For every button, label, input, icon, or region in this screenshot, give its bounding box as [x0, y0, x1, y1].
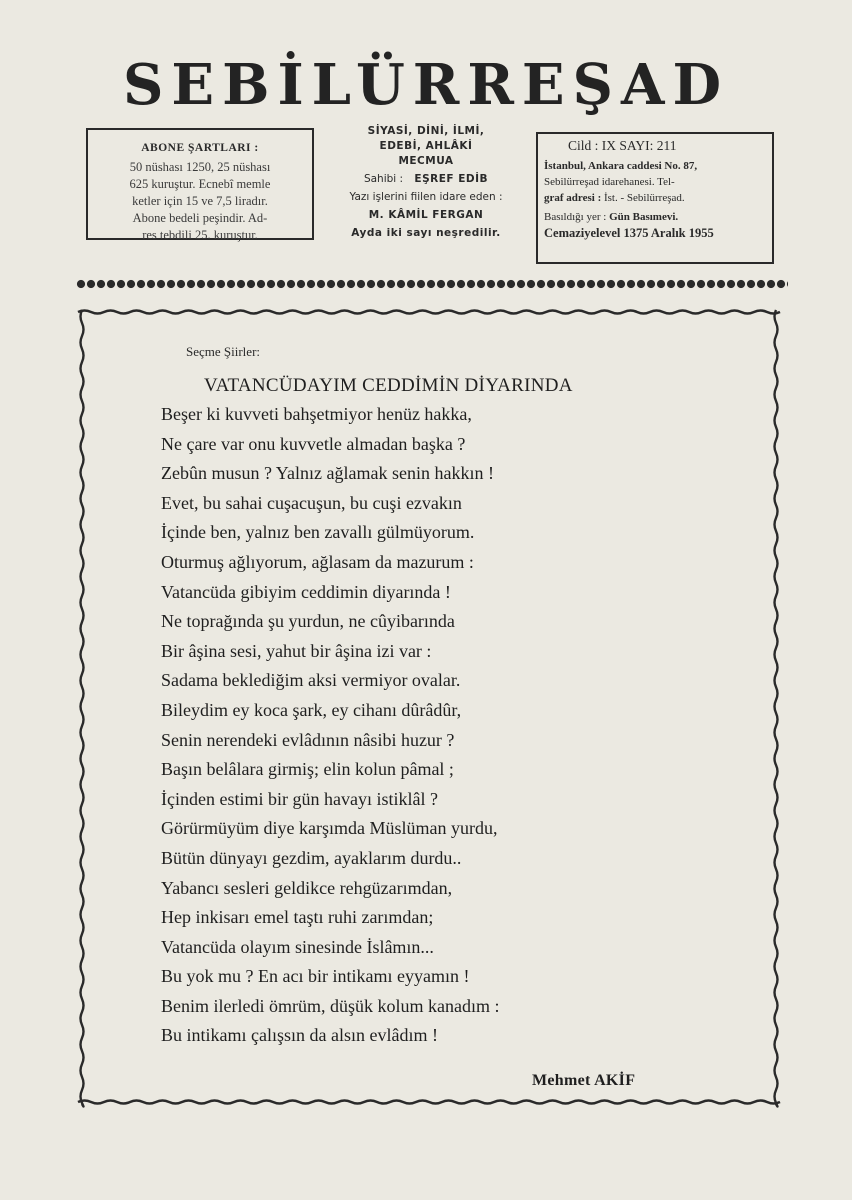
poem-line: Benim ilerledi ömrüm, düşük kolum kanadım :: [161, 995, 500, 1016]
poem-line: Oturmuş ağlıyorum, ağlasam da mazurum :: [161, 551, 474, 572]
magazine-type-line: EDEBİ, AHLÂKİ: [379, 140, 473, 152]
printer-line: [544, 209, 766, 225]
poem-line: Bu yok mu ? En acı bir intikamı eyyamın !: [161, 966, 470, 987]
owner-label: Sahibi :: [363, 173, 404, 185]
section-label: Seçme Şiirler:: [186, 344, 261, 359]
printer-label: Basıldığı yer :: [544, 211, 607, 223]
magazine-type-line: SİYASİ, DİNİ, İLMİ,: [367, 125, 485, 137]
printer-value: Gün Basımevi.: [609, 211, 679, 223]
telegraph-value: İst. - Sebilürreşad.: [603, 192, 685, 204]
telegraph-line: [544, 190, 766, 206]
poem-line: Bileydim ey koca şark, ey cihanı dûrâdûr,: [161, 699, 462, 720]
poem-line: Vatancüda gibiyim ceddimin diyarında !: [161, 581, 451, 602]
subscription-line: res tebdili 25. kuruştur.: [142, 228, 258, 242]
telegraph-label: graf adresi :: [544, 192, 602, 204]
poem-author: Mehmet AKİF: [532, 1072, 636, 1089]
poem-line: Görürmüyüm diye karşımda Müslüman yurdu,: [161, 818, 498, 839]
owner-line: [324, 172, 528, 187]
poem-lines: [161, 400, 721, 1051]
border-top: [78, 311, 780, 314]
poem-title: VATANCÜDAYIM CEDDİMİN DİYARINDA: [204, 375, 573, 396]
subscription-box: [86, 128, 314, 240]
poem-line: Evet, bu sahai cuşacuşun, bu cuşi ezvakın: [161, 492, 462, 513]
owner-name: EŞREF EDİB: [414, 173, 489, 185]
border-left: [81, 310, 84, 1107]
editor-label: Yazı işlerini fiilen idare eden :: [349, 191, 503, 203]
address-line: İstanbul, Ankara caddesi No. 87,: [544, 160, 698, 172]
subscription-line: 50 nüshası 1250, 25 nüshası: [129, 160, 271, 174]
poem-line: Hep inkisarı emel taştı ruhi zarımdan;: [161, 907, 434, 928]
poem-line: İçinden estimi bir gün havayı istiklâl ?: [161, 788, 438, 809]
border-right: [775, 310, 778, 1107]
issue-date: Cemaziyelevel 1375 Aralık 1955: [544, 226, 714, 240]
poem-line: Ne çare var onu kuvvetle almadan başka ?: [161, 433, 466, 454]
subscription-heading: ABONE ŞARTLARI :: [141, 142, 259, 154]
volume-issue: Cild : IX SAYI: 211: [568, 138, 677, 153]
poem-line: Bu intikamı çalışsın da alsın evlâdım !: [161, 1025, 438, 1046]
magazine-info: [324, 124, 528, 241]
subscription-line: 625 kuruştur. Ecnebî memle: [129, 177, 271, 191]
masthead-title: SEBİLÜRREŞAD: [122, 52, 729, 118]
dotted-divider: [76, 279, 788, 289]
poem-line: Vatancüda olayım sinesinde İslâmın...: [161, 936, 434, 957]
subscription-line: ketler için 15 ve 7,5 liradır.: [132, 194, 268, 208]
poem-line: Başın belâlara girmiş; elin kolun pâmal ;: [161, 759, 454, 780]
poem-line: Senin nerendeki evlâdının nâsibi huzur ?: [161, 729, 455, 750]
issue-info-box: [536, 132, 774, 264]
poem-line: Yabancı sesleri geldikce rehgüzarımdan,: [161, 877, 453, 898]
address-line: Sebilürreşad idarehanesi. Tel-: [544, 176, 675, 188]
magazine-type-line: MECMUA: [398, 155, 454, 167]
frequency-note: Ayda iki sayı neşredilir.: [351, 227, 501, 239]
border-bottom: [78, 1101, 780, 1104]
editor-name: M. KÂMİL FERGAN: [368, 209, 484, 221]
poem-line: Bütün dünyayı gezdim, ayaklarım durdu..: [161, 847, 462, 868]
poem-line: Beşer ki kuvveti bahşetmiyor henüz hakka,: [161, 404, 472, 424]
poem-line: İçinde ben, yalnız ben zavallı gülmüyorum.: [161, 522, 475, 543]
poem-line: Bir âşina sesi, yahut bir âşina izi var :: [161, 640, 432, 661]
poem-line: Sadama beklediğim aksi vermiyor ovalar.: [161, 670, 461, 691]
poem-line: Zebûn musun ? Yalnız ağlamak senin hakkın !: [161, 463, 494, 484]
subscription-line: Abone bedeli peşindir. Ad-: [132, 211, 268, 225]
poem-line: Ne toprağında şu yurdun, ne cûyibarında: [161, 611, 455, 632]
